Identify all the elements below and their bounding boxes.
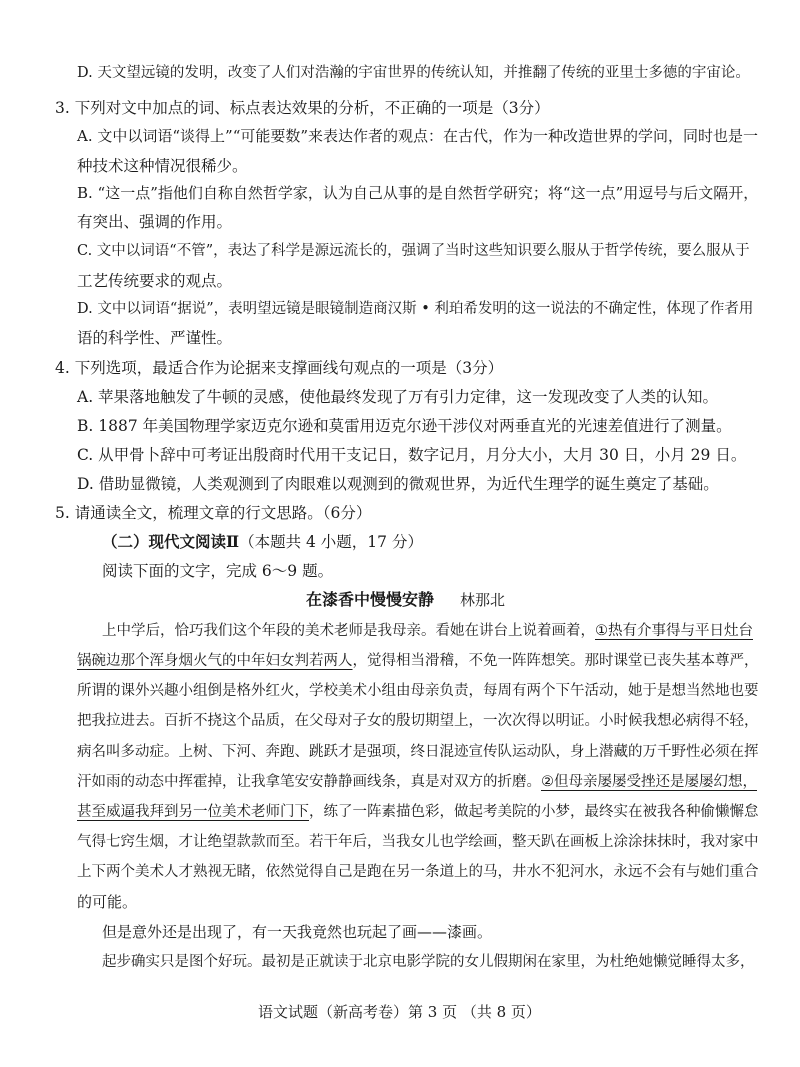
- passage-p1-line7: [77, 802, 759, 822]
- underlined-sentence-1-cont: 锅碗边那个浑身烟火气的中年妇女判若两人: [77, 653, 353, 669]
- q4-option-b: B. 1887 年美国物理学家迈克尔逊和莫雷用迈克尔逊干涉仪对两垂直光的光速差值进行了测量。: [77, 417, 732, 435]
- passage-p1-line2: [77, 651, 759, 671]
- passage-p1-line6: [77, 772, 757, 792]
- q4-option-d: D. 借助显微镜，人类观测到了肉眼难以观测到的微观世界，为近代生理学的诞生奠定了基础。: [77, 475, 719, 493]
- passage-p1-line9: 上下两个美术人才熟视无睹，依然觉得自己是跑在另一条道上的马，井水不犯河水，永远不会有与她们重合: [77, 864, 759, 880]
- passage-p1-line10: 的可能。: [77, 893, 138, 911]
- q3-option-a-line1: A. 文中以词语“谈得上”“可能要数”来表达作者的观点：在古代，作为一种改造世界的学问，同时也是一: [77, 127, 759, 145]
- passage-title: 在漆香中慢慢安静: [306, 590, 435, 609]
- passage-text: 汗如雨的动态中挥霍掉，让我拿笔安安静静画线条，真是对双方的折磨。: [77, 774, 541, 790]
- underlined-sentence-2: ②但母亲屡屡受挫还是屡屡幻想，: [541, 774, 757, 790]
- q5-stem: 5. 请通读全文，梳理文章的行文思路。（6分）: [55, 504, 372, 522]
- passage-p1-line4: 把我拉进去。百折不挠这个品质，在父母对子女的殷切期望上，一次次得以明证。小时候我想必病得不轻，: [77, 713, 759, 729]
- passage-text: 上中学后，恰巧我们这个年段的美术老师是我母亲。看她在讲台上说着画着，: [102, 623, 595, 639]
- passage-p2: 但是意外还是出现了，有一天我竟然也玩起了画——漆画。: [102, 923, 493, 941]
- q2-option-d: D. 天文望远镜的发明，改变了人们对浩瀚的宇宙世界的传统认知，并推翻了传统的亚里士多德的宇宙论。: [77, 65, 750, 81]
- underlined-sentence-1: ①热有介事得与平日灶台: [595, 623, 753, 639]
- q4-option-a: A. 苹果落地触发了牛顿的灵感，使他最终发现了万有引力定律，这一发现改变了人类的认知。: [77, 388, 719, 406]
- q3-stem: 3. 下列对文中加点的词、标点表达效果的分析，不正确的一项是（3分）: [55, 99, 550, 117]
- passage-title-line: [306, 590, 505, 610]
- passage-p1-line5: 病名叫多动症。上树、下河、奔跑、跳跃才是强项，终日混迹宣传队运动队，身上潜藏的万千野性必须在挥: [77, 744, 759, 760]
- section2-instruction: 阅读下面的文字，完成 6～9 题。: [102, 562, 334, 580]
- q3-option-d-line1: D. 文中以词语“据说”，表明望远镜是眼镜制造商汉斯 • 利珀希发明的这一说法的不确定性，体现了作者用: [77, 301, 754, 317]
- passage-p3-line1: 起步确实只是图个好玩。最初是正就读于北京电影学院的女儿假期闲在家里，为杜绝她懒觉睡得太多，: [102, 954, 755, 970]
- q4-option-c: C. 从甲骨卜辞中可考证出殷商时代用干支记日，数字记月，月分大小，大月 30 日，小月 29 日。: [77, 446, 747, 464]
- underlined-sentence-2-cont: 甚至威逼我拜到另一位美术老师门下: [77, 804, 309, 820]
- passage-p1-line1: [102, 621, 753, 641]
- passage-text: ，练了一阵素描色彩，做起考美院的小梦，最终实在被我各种偷懒懈怠: [309, 804, 759, 820]
- section2-heading: [102, 532, 423, 552]
- passage-p1-line3: 所谓的课外兴趣小组倒是格外红火，学校美术小组由母亲负责，每周有两个下午活动，她于是想当然地也要: [77, 683, 759, 699]
- q3-option-a-line2: 种技术这种情况很稀少。: [77, 157, 248, 175]
- q3-option-c-line1: C. 文中以词语“不管”，表达了科学是源远流长的，强调了当时这些知识要么服从于哲学传统，要么服从于: [77, 243, 750, 259]
- q4-stem: 4. 下列选项，最适合作为论据来支撑画线句观点的一项是（3分）: [55, 359, 504, 377]
- page-footer: 语文试题（新高考卷）第 3 页 （共 8 页）: [258, 1003, 541, 1021]
- q3-option-c-line2: 工艺传统要求的观点。: [77, 272, 233, 290]
- section2-heading-label: （二）现代文阅读Ⅱ: [102, 532, 240, 551]
- passage-p1-line8: 气得七窍生烟，才让绝望款款而至。若干年后，当我女儿也学绘画，整天趴在画板上涂涂抹抹时，我对家中: [77, 834, 759, 850]
- q3-option-d-line2: 语的科学性、严谨性。: [77, 329, 233, 347]
- q3-option-b-line2: 有突出、强调的作用。: [77, 213, 233, 231]
- section2-heading-detail: （本题共 4 小题，17 分）: [239, 533, 423, 551]
- passage-text: ，觉得相当滑稽，不免一阵阵想笑。那时课堂已丧失基本尊严，: [352, 653, 759, 669]
- passage-author: 林那北: [460, 591, 506, 609]
- q3-option-b-line1: B. “这一点”指他们自称自然哲学家，认为自己从事的是自然哲学研究；将“这一点”用逗号与后文隔开，: [77, 184, 759, 202]
